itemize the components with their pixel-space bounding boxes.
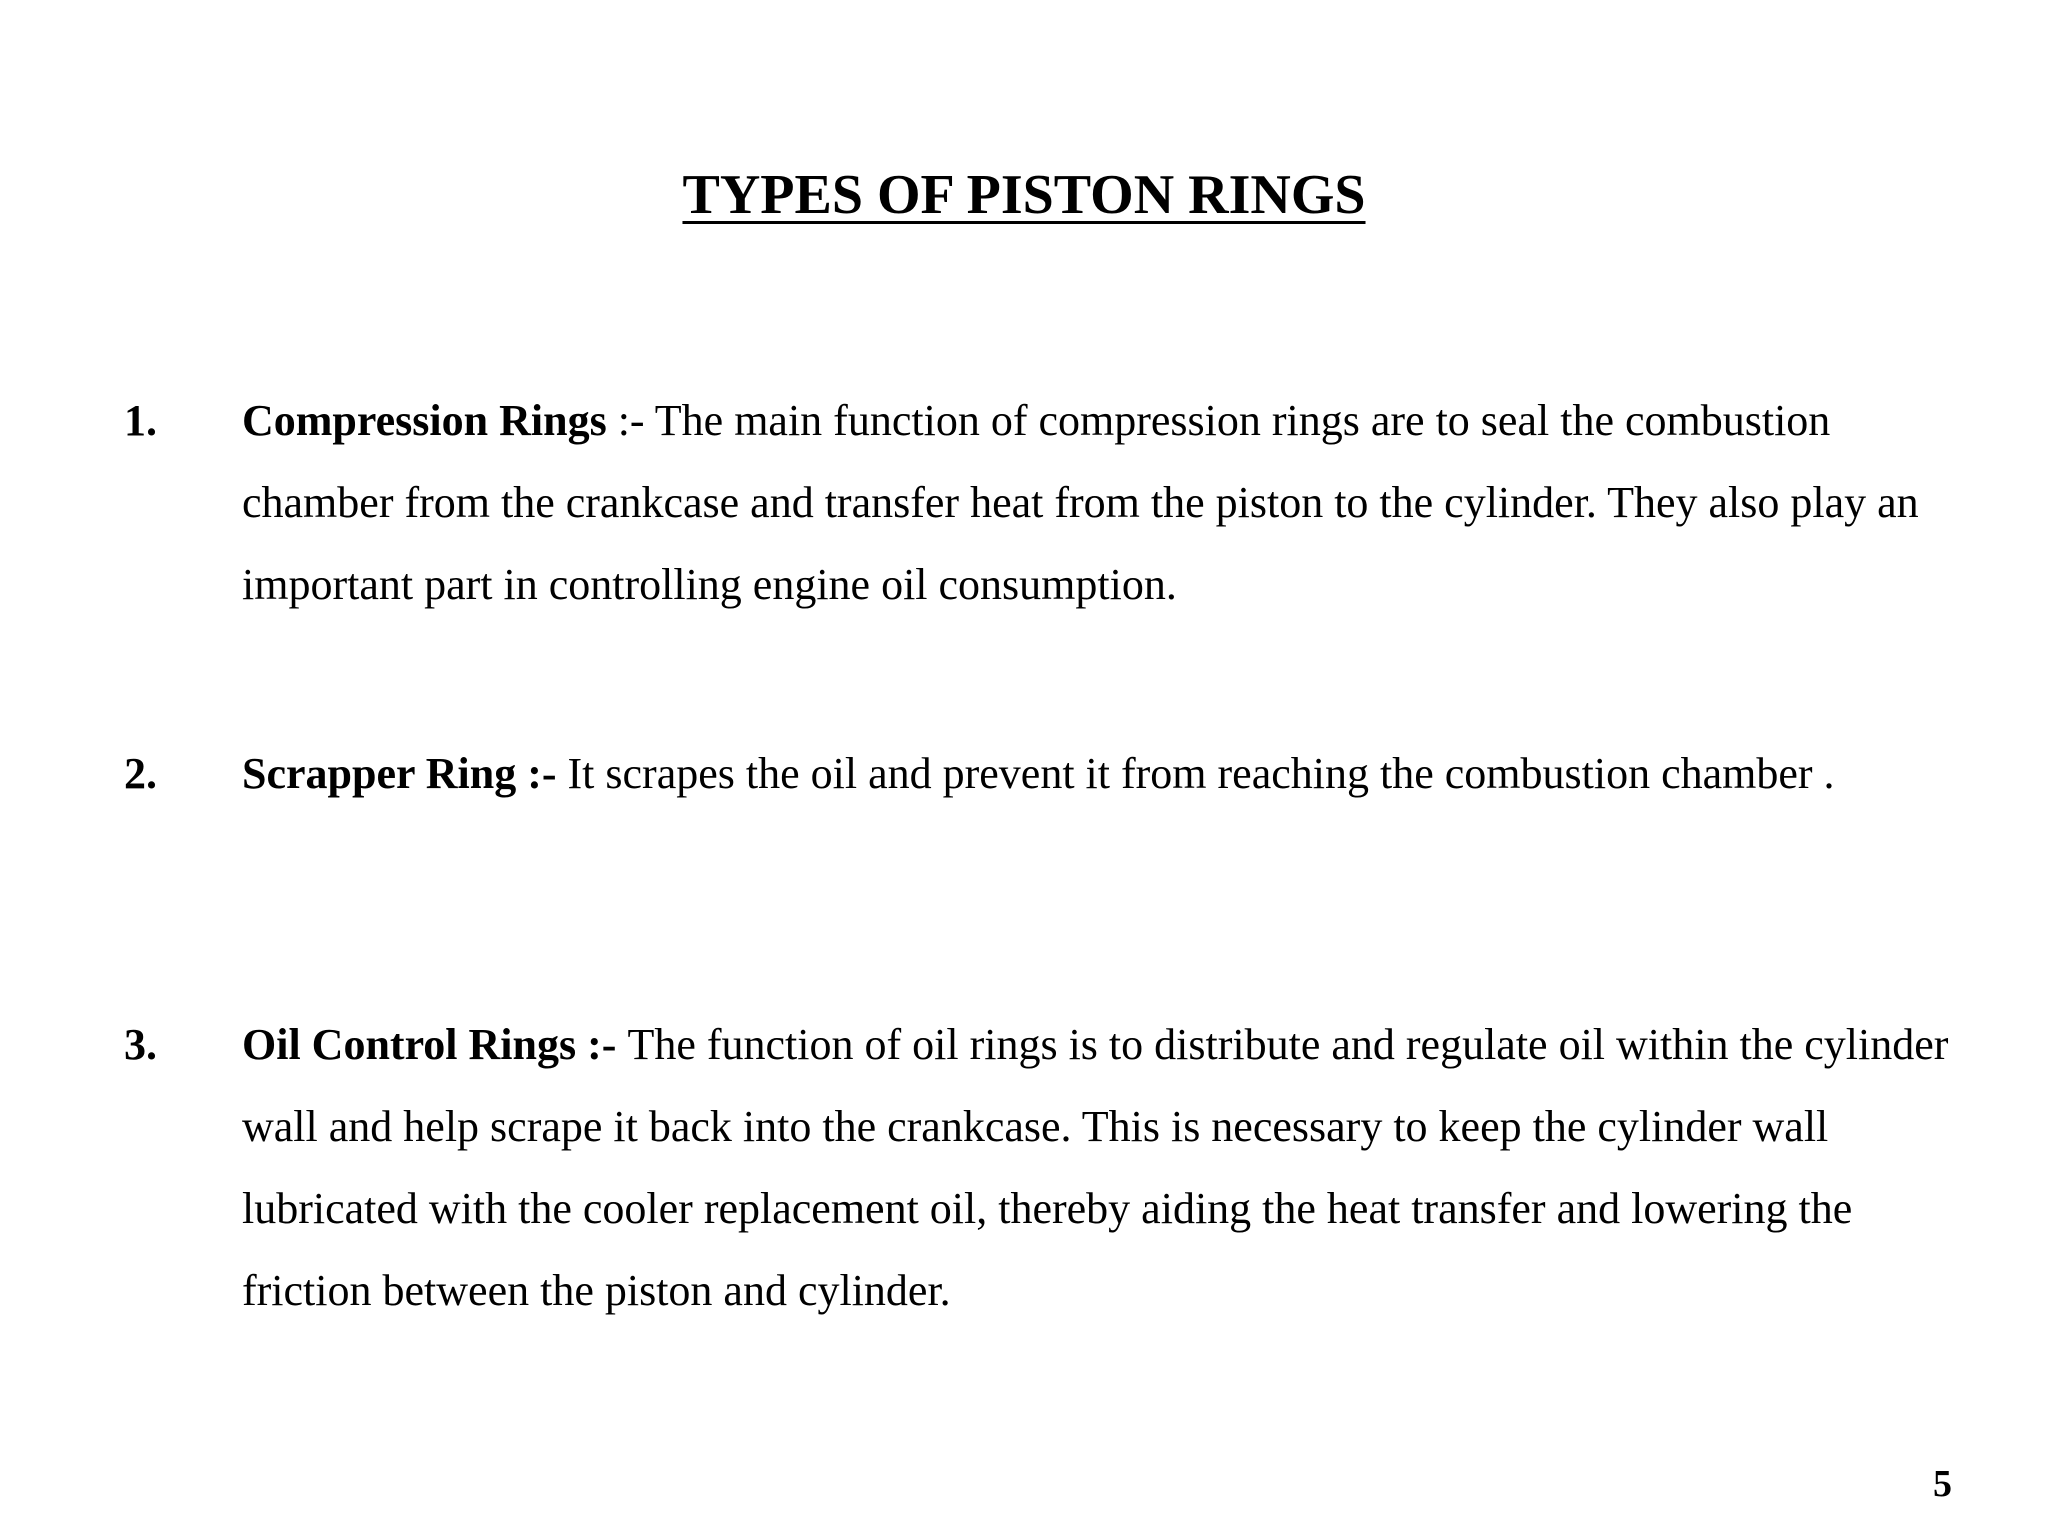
page-title: [0, 160, 2048, 230]
list-item-term: Scrapper Ring :-: [242, 749, 568, 798]
list-item-description: It scrapes the oil and prevent it from reaching the combustion chamber .: [567, 749, 1835, 798]
list-item-text: [242, 1004, 1962, 1332]
list-item-number: 3.: [124, 1020, 157, 1069]
list-item-description: The main function of compression rings are to seal the combustion chamber from the crankcase and transfer heat from the piston to the cylinder. They also play an important part in controlling engine oil consumption.: [242, 396, 1919, 609]
list-item-separator: :-: [606, 396, 655, 445]
list-item-number: 2.: [124, 749, 157, 798]
list-item-term: Oil Control Rings :-: [242, 1020, 628, 1069]
list-item-term: Compression Rings: [242, 396, 607, 445]
page-title-text: TYPES OF PISTON RINGS: [682, 164, 1366, 226]
list-item-text: [242, 733, 1962, 815]
list-item-description: The function of oil rings is to distribute and regulate oil within the cylinder wall and help scrape it back into the crankcase. This is necessary to keep the cylinder wall lubricated with the cooler replacement oil, thereby aiding the heat transfer and lowering the friction between the piston and cylinder.: [242, 1020, 1949, 1315]
page-number: 5: [1933, 1463, 1952, 1505]
list-item-text: [242, 380, 1962, 626]
list-item-number: 1.: [124, 396, 157, 445]
